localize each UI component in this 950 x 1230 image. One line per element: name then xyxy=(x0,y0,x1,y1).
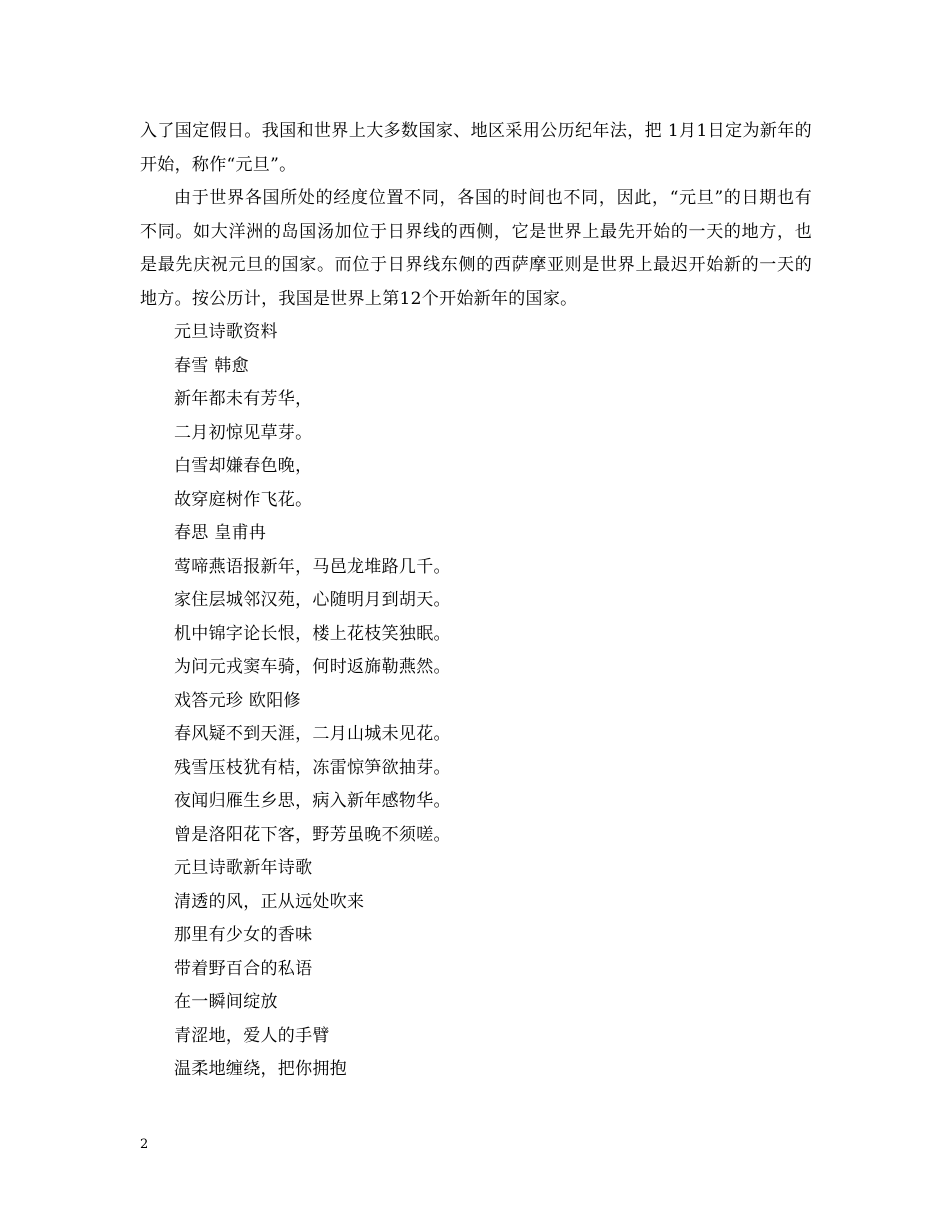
poem-line: 那里有少女的香味 xyxy=(174,925,313,945)
poem-line: 曾是洛阳花下客，野芳虽晚不须嗟。 xyxy=(174,824,451,845)
page-number: 2 xyxy=(140,1137,149,1152)
poem-title: 春雪 韩愈 xyxy=(174,355,249,376)
poem-line: 莺啼燕语报新年，马邑龙堆路几千。 xyxy=(174,556,451,577)
poem-line: 夜闻归雁生乡思，病入新年感物华。 xyxy=(174,791,451,811)
poem-line: 二月初惊见草芽。 xyxy=(174,422,313,443)
document-body xyxy=(140,115,812,1087)
poem-title: 春思 皇甫冉 xyxy=(174,523,267,543)
poem-line: 为问元戎窦车骑，何时返旆勒燕然。 xyxy=(174,657,451,677)
section-heading: 元旦诗歌资料 xyxy=(174,322,278,342)
poem-title: 戏答元珍 欧阳修 xyxy=(174,690,301,711)
poem-line: 在一瞬间绽放 xyxy=(174,992,278,1012)
poem-line: 春风疑不到天涯，二月山城未见花。 xyxy=(174,724,451,744)
poem-line: 温柔地缠绕，把你拥抱 xyxy=(174,1059,347,1079)
poem-line: 残雪压枝犹有桔，冻雷惊笋欲抽芽。 xyxy=(174,757,451,778)
paragraph-date-line: 由于世界各国所处的经度位置不同，各国的时间也不同，因此，“元旦”的日期也有不同。如大洋洲的岛国汤加位于日界线的西侧，它是世界上最先开始的一天的地方，也是最先庆祝元旦的国家。而位于日界线东侧的西萨摩亚则是世界上最迟开始新的一天的地方。按公历计，我国是世界上第12个开始新年的国家。 xyxy=(140,188,812,309)
poem-line: 故穿庭树作飞花。 xyxy=(174,489,313,510)
poem-line: 机中锦字论长恨，楼上花枝笑独眠。 xyxy=(174,623,451,644)
poem-line: 青涩地，爱人的手臂 xyxy=(174,1025,330,1046)
poem-line: 家住层城邻汉苑，心随明月到胡天。 xyxy=(174,590,451,610)
poem-line: 白雪却嫌春色晚， xyxy=(174,456,313,476)
poem-line: 新年都未有芳华， xyxy=(174,389,313,409)
poem-line: 带着野百合的私语 xyxy=(174,958,313,979)
paragraph-continuation: 入了国定假日。我国和世界上大多数国家、地区采用公历纪年法，把 1月1日定为新年的开始，称作“元旦”。 xyxy=(140,121,812,175)
poem-line: 清透的风，正从远处吹来 xyxy=(174,891,365,912)
section-heading: 元旦诗歌新年诗歌 xyxy=(174,858,313,878)
